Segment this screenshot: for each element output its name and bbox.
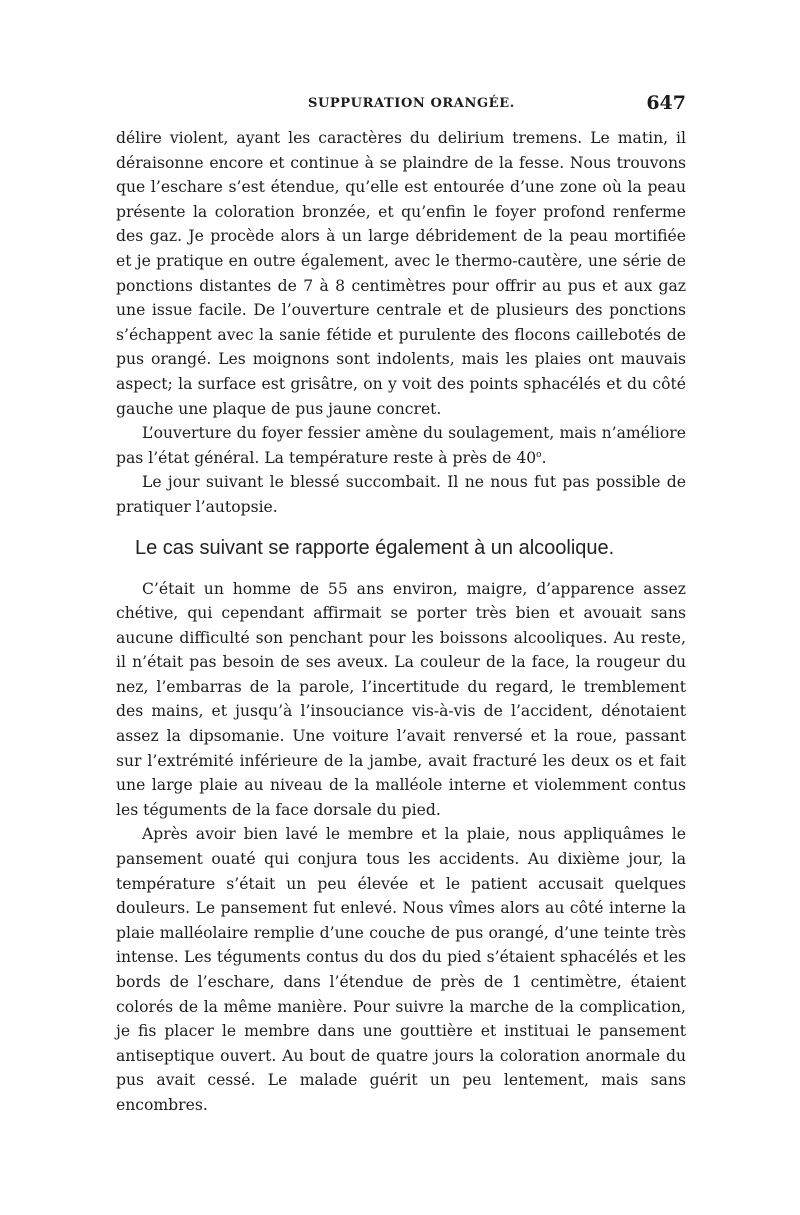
degree-mark: o [536,449,542,460]
page-number: 647 [646,92,686,114]
running-head [116,92,686,126]
paragraph-continuation: délire violent, ayant les caractères du delirium tremens. Le matin, il déraisonne encore et continue à se plaindre de la fesse. Nous trouvons que l’eschare s’est étendue, qu’elle est entourée d’une zone où la peau présente la coloration bronzée, et qu’enfin le foyer profond renferme des gaz. Je procède alors à un large débridement de la peau mortifiée et je pratique en outre également, avec le thermo-cautère, une série de ponctions distantes de 7 à 8 centimètres pour offrir au pus et aux gaz une issue facile. De l’ouverture centrale et de plusieurs des ponctions s’échappent avec la sanie fétide et purulente des flocons caillebotés de pus orangé. Les moignons sont indolents, mais les plaies ont mauvais aspect; la surface est grisâtre, on y voit des points sphacélés et du côté gauche une plaque de pus jaune concret. [116,129,686,418]
paragraph-case-treatment: Après avoir bien lavé le membre et la plaie, nous appliquâmes le pansement ouaté qui conjura tous les accidents. Au dixième jour, la température s’était un peu élevée et le patient accusait quelques douleurs. Le pansement fut enlevé. Nous vîmes alors au côté interne la plaie malléolaire remplie d’une couche de pus orangé, d’une teinte très intense. Les téguments contus du dos du pied s’étaient sphacélés et les bords de l’eschare, dans l’étendue de près de 1 centimètre, étaient colorés de la même manière. Pour suivre la marche de la complication, je fis placer le membre dans une gouttière et instituai le pansement antiseptique ouvert. Au bout de quatre jours la coloration anormale du pus avait cessé. Le malade guérit un peu lentement, mais sans encombres. [116,825,686,1114]
degree-period: . [541,448,547,467]
paragraph-relief [116,421,686,470]
paragraph-case-description: C’était un homme de 55 ans environ, maigre, d’apparence assez chétive, qui cependant affirmait se porter très bien et avouait sans aucune difficulté son penchant pour les boissons alcooliques. Au reste, il n’était pas besoin de ses aveux. La couleur de la face, la rougeur du nez, l’embarras de la parole, l’incertitude du regard, le tremblement des mains, et jusqu’à l’insouciance vis-à-vis de l’accident, dénotaient assez la dipsomanie. Une voiture l’avait renversé et la roue, passant sur l’extrémité inférieure de la jambe, avait fracturé les deux os et fait une large plaie au niveau de la malléole interne et violemment contus les téguments de la face dorsale du pied. [116,579,686,819]
book-page [116,92,686,1118]
section-heading: Le cas suivant se rapporte également à un alcoolique. [135,536,615,559]
paragraph-relief-text: L’ouverture du foyer fessier amène du soulagement, mais n’améliore pas l’état général. La température reste à près de 40 [116,424,686,467]
running-title: SUPPURATION ORANGÉE. [308,96,515,111]
paragraph-death: Le jour suivant le blessé succombait. Il ne nous fut pas possible de pratiquer l’autopsie. [116,473,686,516]
